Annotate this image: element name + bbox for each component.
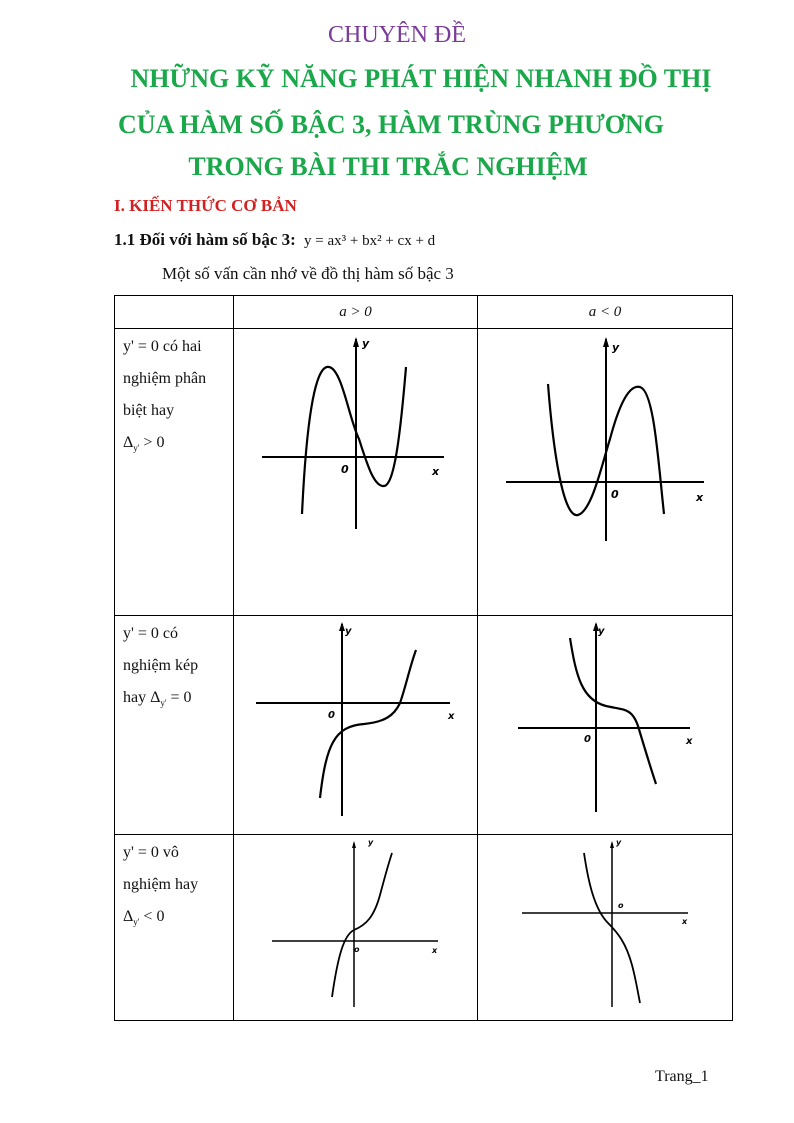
y-label: y (362, 337, 370, 350)
page-number: Trang_1 (655, 1068, 709, 1085)
chuyen-de-label: CHUYÊN ĐỀ (328, 22, 466, 48)
cubic-formula: y = ax³ + bx² + cx + d (304, 233, 436, 249)
x-label: x (432, 465, 440, 478)
header-a-positive: a > 0 (234, 296, 478, 329)
cubic-curve (332, 853, 392, 997)
origin-label: 0 (341, 463, 349, 476)
cubic-graph-no-root-a-pos (234, 835, 477, 1020)
y-label: y (598, 626, 605, 637)
graph-cell (234, 329, 478, 616)
condition-cell (115, 329, 234, 616)
origin-label: o (354, 945, 360, 954)
cond-text: vô (162, 844, 179, 861)
y-label: y (345, 626, 352, 637)
delta-sub: y' (133, 443, 140, 454)
table-row (115, 329, 733, 616)
cubic-curve (570, 638, 656, 784)
x-label: x (432, 946, 438, 955)
cubic-graph-two-roots-a-neg (478, 329, 732, 615)
origin-label: 0 (611, 488, 619, 501)
delta-sub: y' (133, 917, 140, 928)
delta-sub: y' (160, 698, 167, 709)
cond-eq: y' = 0 (123, 625, 159, 642)
graph-cell (234, 616, 478, 835)
cubic-graph-no-root-a-neg (478, 835, 732, 1020)
cond-eq: y' = 0 (123, 844, 159, 861)
x-label: x (696, 491, 704, 504)
graph-cell (478, 616, 733, 835)
origin-label: 0 (584, 734, 591, 745)
cond-line2: nghiệm kép (123, 657, 199, 674)
delta-tail: = 0 (166, 689, 192, 706)
sub-heading (114, 230, 435, 250)
cond-text: có hai (162, 338, 202, 355)
table-header-row (115, 296, 733, 329)
cond-line2: nghiệm hay (123, 876, 199, 893)
table-row (115, 616, 733, 835)
cubic-graph-double-root-a-pos (234, 616, 477, 834)
origin-label: 0 (328, 710, 335, 721)
delta-symbol: Δ (123, 434, 134, 451)
y-arrow (603, 337, 609, 347)
graph-table (114, 295, 733, 1021)
cond-eq: y' = 0 (123, 338, 159, 355)
y-arrow (610, 841, 614, 848)
cond-line3: Δ (123, 908, 134, 925)
table-row (115, 835, 733, 1021)
graph-cell (234, 835, 478, 1021)
x-label: x (686, 736, 693, 747)
cond-line3: hay Δ (123, 689, 161, 706)
cond-line3: biệt hay (123, 402, 175, 419)
x-label: x (448, 711, 455, 722)
origin-label: o (618, 901, 624, 910)
graph-cell (478, 329, 733, 616)
condition-cell (115, 616, 234, 835)
y-arrow (352, 841, 356, 848)
cubic-curve (302, 367, 406, 514)
y-label: y (616, 838, 622, 847)
title-line-3: TRONG BÀI THI TRẮC NGHIỆM (188, 152, 588, 181)
delta-tail: > 0 (139, 434, 165, 451)
cubic-graph-double-root-a-neg (478, 616, 732, 834)
cubic-curve (320, 650, 416, 798)
condition-cell (115, 835, 234, 1021)
sub-heading-text: 1.1 Đối với hàm số bậc 3: (114, 230, 296, 249)
y-label: y (368, 838, 374, 847)
y-label: y (612, 341, 620, 354)
section-heading: I. KIẾN THỨC CƠ BẢN (114, 196, 297, 215)
delta-tail: < 0 (139, 908, 165, 925)
cubic-graph-two-roots-a-pos (234, 329, 477, 615)
title-line-2: CỦA HÀM SỐ BẬC 3, HÀM TRÙNG PHƯƠNG (118, 110, 664, 139)
cond-text: có (162, 625, 179, 642)
header-empty (115, 296, 234, 329)
x-label: x (682, 917, 688, 926)
y-arrow (353, 337, 359, 347)
cond-line2: nghiệm phân (123, 370, 207, 387)
header-a-negative: a < 0 (478, 296, 733, 329)
title-line-1: NHỮNG KỸ NĂNG PHÁT HIỆN NHANH ĐỒ THỊ (130, 64, 712, 93)
intro-text: Một số vấn cần nhớ về đồ thị hàm số bậc 3 (162, 264, 454, 283)
graph-cell (478, 835, 733, 1021)
